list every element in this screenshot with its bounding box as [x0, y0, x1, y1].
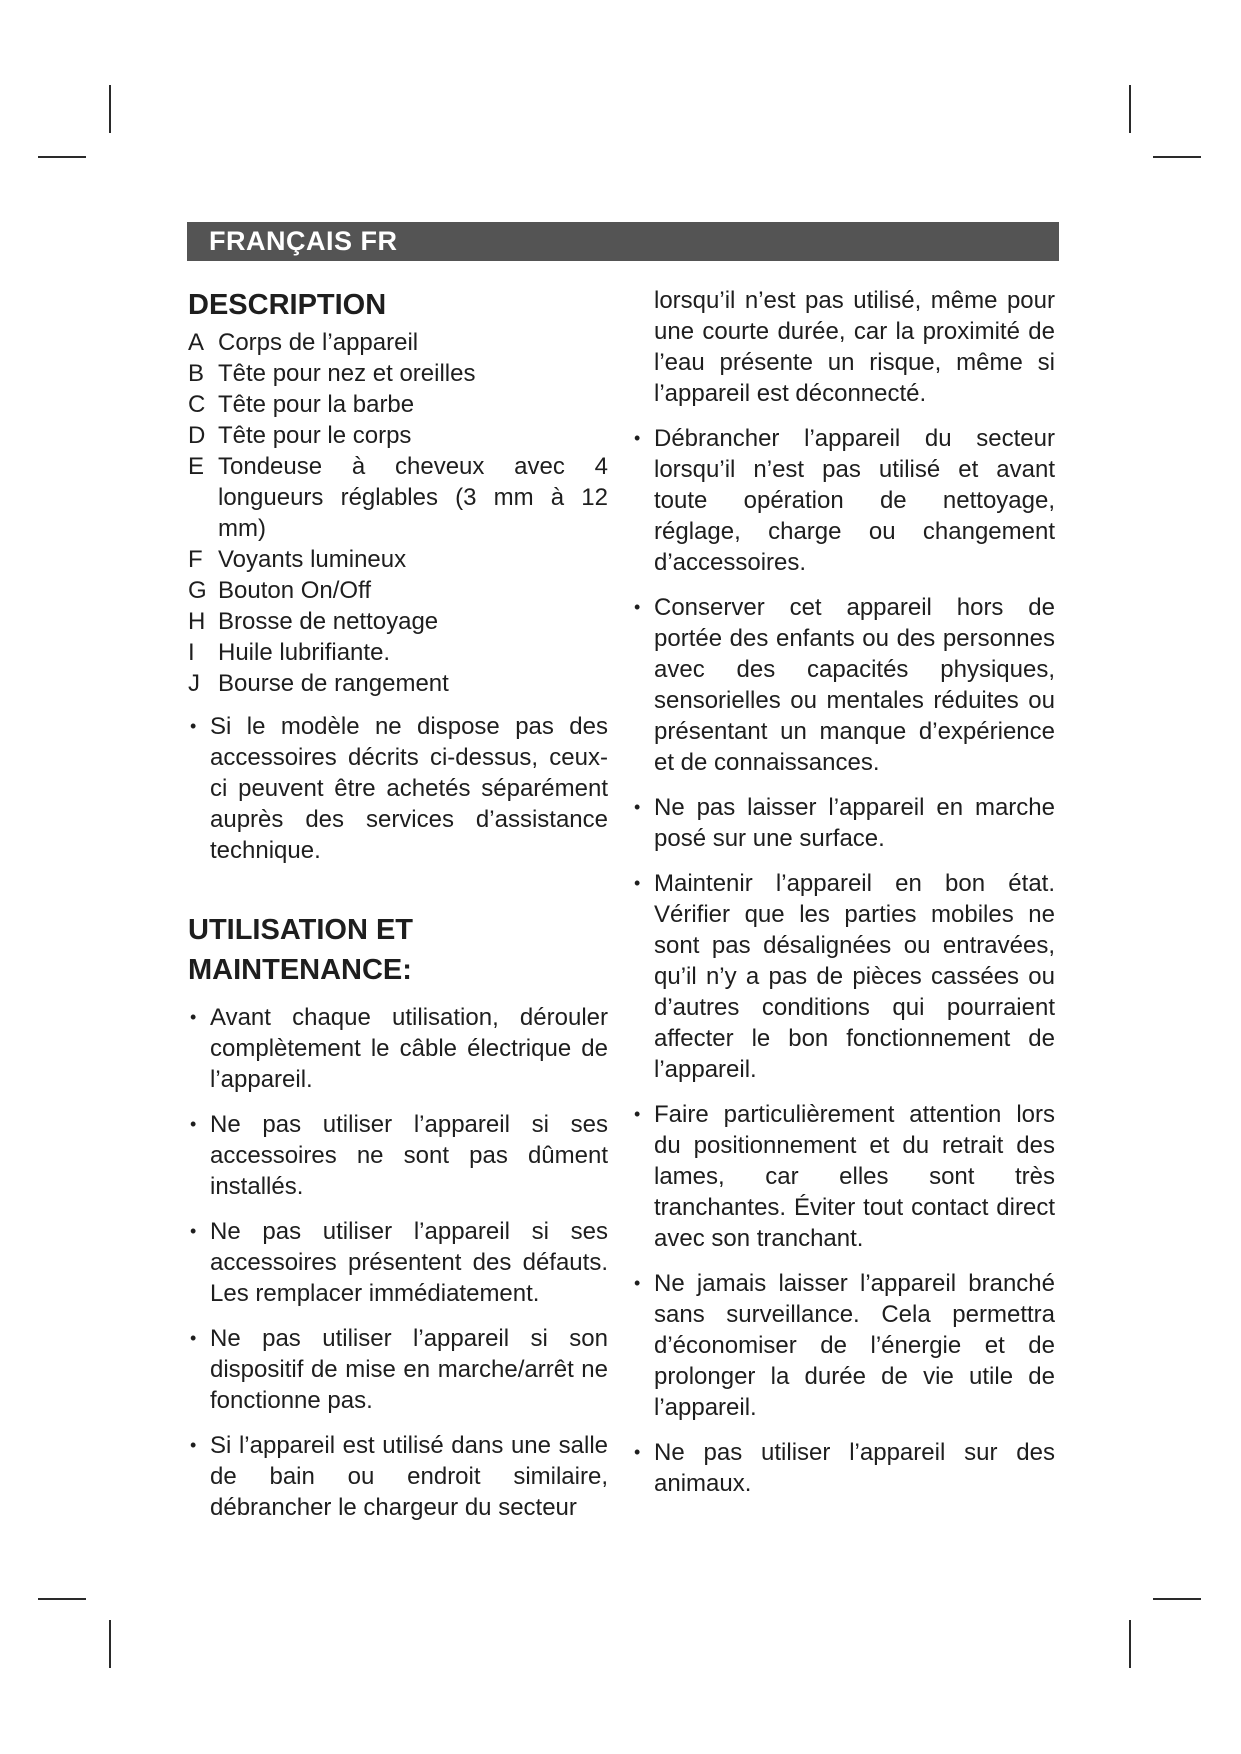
bullet-item — [188, 1323, 608, 1416]
parts-list — [188, 327, 608, 699]
accessories-note — [188, 711, 608, 866]
list-item — [188, 358, 608, 389]
crop-mark-top-left-vertical — [109, 85, 111, 133]
bullet-text: Ne pas utiliser l’appareil si ses accessoires présentent des défauts. Les remplacer immédiatement. — [210, 1218, 608, 1307]
crop-mark-bottom-left-vertical — [109, 1620, 111, 1668]
item-letter: A — [188, 329, 205, 356]
item-text: Tête pour le corps — [218, 422, 412, 449]
item-text: Huile lubrifiante. — [218, 639, 391, 666]
crop-mark-top-right-horizontal — [1153, 156, 1201, 158]
bullet-dot: • — [190, 1221, 197, 1241]
left-column — [188, 285, 608, 1537]
item-text: Tête pour nez et oreilles — [218, 360, 476, 387]
crop-mark-bottom-left-horizontal — [38, 1598, 86, 1600]
list-item — [188, 327, 608, 358]
bullet-dot: • — [634, 597, 641, 617]
bullet-item — [632, 1268, 1055, 1423]
bullet-item — [632, 423, 1055, 578]
item-text: Corps de l’appareil — [218, 329, 419, 356]
bullet-text: Si l’appareil est utilisé dans une salle de bain ou endroit similaire, débrancher le chargeur du secteur — [210, 1432, 608, 1521]
bullet-text: Ne pas utiliser l’appareil si son dispositif de mise en marche/arrêt ne fonctionne pas. — [210, 1325, 608, 1414]
bullet-text: Ne jamais laisser l’appareil branché sans surveillance. Cela permettra d’économiser de l’énergie et de prolonger la durée de vie utile de l’appareil. — [654, 1270, 1055, 1421]
bullet-dot: • — [634, 1273, 641, 1293]
bullet-text: Maintenir l’appareil en bon état. Vérifier que les parties mobiles ne sont pas désalignées ou entravées, qu’il n’y a pas de pièces cassées ou d’autres conditions qui pourraient affecter le bon fonctionnement de l’appareil. — [654, 870, 1055, 1083]
item-text: Voyants lumineux — [218, 546, 407, 573]
bullet-text: Ne pas utiliser l’appareil sur des animaux. — [654, 1439, 1055, 1497]
bullet-text: Débrancher l’appareil du secteur lorsqu’il n’est pas utilisé et avant toute opération de nettoyage, réglage, charge ou changement d’accessoires. — [654, 425, 1055, 576]
list-item — [188, 451, 608, 544]
maintenance-title: UTILISATION ET MAINTENANCE: — [188, 914, 414, 986]
item-text: Brosse de nettoyage — [218, 608, 439, 635]
list-item — [188, 389, 608, 420]
bullet-dot: • — [634, 797, 641, 817]
bullet-dot: • — [190, 1007, 197, 1027]
description-title: DESCRIPTION — [188, 289, 387, 321]
list-item — [188, 606, 608, 637]
item-letter: D — [188, 422, 206, 449]
item-text: Tondeuse à cheveux avec 4 longueurs réglables (3 mm à 12 mm) — [218, 453, 608, 542]
item-letter: J — [188, 670, 200, 697]
bullet-item — [188, 1430, 608, 1523]
list-item — [188, 575, 608, 606]
bullet-dot: • — [634, 873, 641, 893]
bullet-dot: • — [634, 1442, 641, 1462]
item-text: Bouton On/Off — [218, 577, 371, 604]
bullet-dot: • — [634, 1104, 641, 1124]
bullet-dot: • — [190, 716, 197, 736]
crop-mark-top-right-vertical — [1129, 85, 1131, 133]
bullet-item — [632, 592, 1055, 778]
crop-mark-bottom-right-horizontal — [1153, 1598, 1201, 1600]
item-letter: G — [188, 577, 207, 604]
bullet-item — [632, 1437, 1055, 1499]
bullet-text: Avant chaque utilisation, dérouler complètement le câble électrique de l’appareil. — [210, 1004, 608, 1093]
item-text: Bourse de rangement — [218, 670, 449, 697]
bullet-item — [632, 792, 1055, 854]
bullet-dot: • — [190, 1114, 197, 1134]
bullet-text: Ne pas laisser l’appareil en marche posé sur une surface. — [654, 794, 1055, 852]
language-header-bar: FRANÇAIS FR — [187, 222, 1059, 261]
list-item — [188, 637, 608, 668]
bullet-text: Si le modèle ne dispose pas des accessoires décrits ci-dessus, ceux-ci peuvent être achetés séparément auprès des services d’assistance technique. — [210, 713, 608, 864]
bullet-dot: • — [190, 1328, 197, 1348]
bullet-dot: • — [634, 428, 641, 448]
list-item — [188, 544, 608, 575]
item-letter: C — [188, 391, 206, 418]
item-letter: B — [188, 360, 205, 387]
bullet-text: Ne pas utiliser l’appareil si ses accessoires ne sont pas dûment installés. — [210, 1111, 608, 1200]
item-letter: H — [188, 608, 206, 635]
bullet-item — [188, 1109, 608, 1202]
crop-mark-top-left-horizontal — [38, 156, 86, 158]
bullet-item — [632, 1099, 1055, 1254]
item-letter: E — [188, 453, 205, 480]
bullet-dot: • — [190, 1435, 197, 1455]
bullet-item — [188, 1216, 608, 1309]
bullet-item — [632, 868, 1055, 1085]
continued-bullet-text: lorsqu’il n’est pas utilisé, même pour une courte durée, car la proximité de l’eau présente un risque, même si l’appareil est déconnecté. — [654, 287, 1055, 407]
bullet-text: Faire particulièrement attention lors du positionnement et du retrait des lames, car elles sont très tranchantes. Éviter tout contact direct avec son tranchant. — [654, 1101, 1055, 1252]
right-column — [632, 285, 1055, 1513]
item-letter: I — [188, 639, 195, 666]
item-letter: F — [188, 546, 203, 573]
bullet-text: Conserver cet appareil hors de portée des enfants ou des personnes avec des capacités physiques, sensorielles ou mentales réduites ou présentant un manque d’expérience et de connaissances. — [654, 594, 1055, 776]
crop-mark-bottom-right-vertical — [1129, 1620, 1131, 1668]
item-text: Tête pour la barbe — [218, 391, 415, 418]
list-item — [188, 420, 608, 451]
bullet-item — [188, 1002, 608, 1095]
list-item — [188, 668, 608, 699]
